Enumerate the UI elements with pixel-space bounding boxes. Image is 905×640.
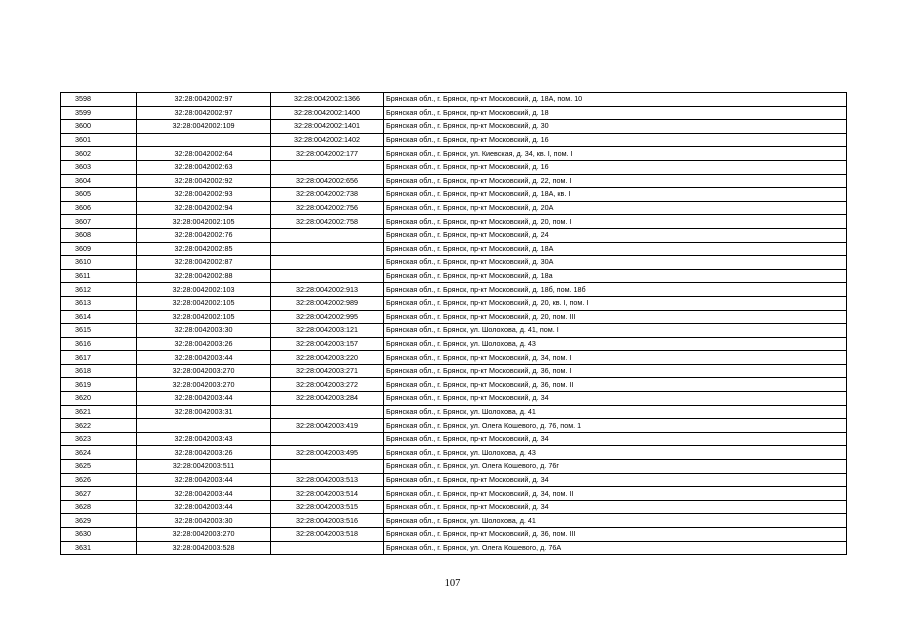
row-number-cell: 3620 bbox=[61, 392, 137, 406]
parcel-number-cell: 32:28:0042003:44 bbox=[137, 351, 271, 365]
address-cell: Брянская обл., г. Брянск, пр-кт Московский, д. 18А bbox=[384, 242, 847, 256]
address-cell: Брянская обл., г. Брянск, пр-кт Московский, д. 20, пом. III bbox=[384, 310, 847, 324]
table-row bbox=[61, 120, 847, 134]
row-number-cell: 3607 bbox=[61, 215, 137, 229]
address-cell: Брянская обл., г. Брянск, пр-кт Московский, д. 36, пом. I bbox=[384, 364, 847, 378]
object-number-cell: 32:28:0042003:220 bbox=[271, 351, 384, 365]
object-number-cell: 32:28:0042003:513 bbox=[271, 473, 384, 487]
row-number-cell: 3624 bbox=[61, 446, 137, 460]
table-row bbox=[61, 432, 847, 446]
parcel-number-cell: 32:28:0042003:511 bbox=[137, 460, 271, 474]
document-page bbox=[60, 92, 846, 555]
address-cell: Брянская обл., г. Брянск, пр-кт Московский, д. 36, пом. III bbox=[384, 528, 847, 542]
address-cell: Брянская обл., г. Брянск, пр-кт Московский, д. 18 bbox=[384, 106, 847, 120]
parcel-number-cell: 32:28:0042003:31 bbox=[137, 405, 271, 419]
address-cell: Брянская обл., г. Брянск, пр-кт Московский, д. 16 bbox=[384, 160, 847, 174]
table-row bbox=[61, 487, 847, 501]
parcel-number-cell: 32:28:0042003:270 bbox=[137, 378, 271, 392]
object-number-cell bbox=[271, 405, 384, 419]
table-row bbox=[61, 106, 847, 120]
address-cell: Брянская обл., г. Брянск, пр-кт Московский, д. 34, пом. I bbox=[384, 351, 847, 365]
row-number-cell: 3630 bbox=[61, 528, 137, 542]
table-row bbox=[61, 133, 847, 147]
parcel-number-cell: 32:28:0042002:88 bbox=[137, 269, 271, 283]
address-cell: Брянская обл., г. Брянск, пр-кт Московский, д. 20А bbox=[384, 201, 847, 215]
row-number-cell: 3609 bbox=[61, 242, 137, 256]
object-number-cell: 32:28:0042003:271 bbox=[271, 364, 384, 378]
parcel-number-cell: 32:28:0042002:105 bbox=[137, 215, 271, 229]
parcel-number-cell: 32:28:0042002:105 bbox=[137, 296, 271, 310]
object-number-cell bbox=[271, 160, 384, 174]
table-row bbox=[61, 514, 847, 528]
object-number-cell: 32:28:0042002:177 bbox=[271, 147, 384, 161]
row-number-cell: 3625 bbox=[61, 460, 137, 474]
address-cell: Брянская обл., г. Брянск, пр-кт Московский, д. 30А bbox=[384, 256, 847, 270]
object-number-cell bbox=[271, 256, 384, 270]
parcel-number-cell: 32:28:0042003:44 bbox=[137, 473, 271, 487]
object-number-cell bbox=[271, 228, 384, 242]
table-row bbox=[61, 283, 847, 297]
object-number-cell: 32:28:0042003:121 bbox=[271, 324, 384, 338]
object-number-cell bbox=[271, 242, 384, 256]
row-number-cell: 3605 bbox=[61, 188, 137, 202]
address-cell: Брянская обл., г. Брянск, пр-кт Московский, д. 36, пом. II bbox=[384, 378, 847, 392]
parcel-number-cell: 32:28:0042003:30 bbox=[137, 514, 271, 528]
address-cell: Брянская обл., г. Брянск, пр-кт Московский, д. 24 bbox=[384, 228, 847, 242]
table-row bbox=[61, 419, 847, 433]
table-row bbox=[61, 174, 847, 188]
address-cell: Брянская обл., г. Брянск, ул. Шолохова, д. 43 bbox=[384, 446, 847, 460]
object-number-cell bbox=[271, 460, 384, 474]
table-row bbox=[61, 324, 847, 338]
table-row bbox=[61, 460, 847, 474]
table-row bbox=[61, 473, 847, 487]
table-row bbox=[61, 188, 847, 202]
object-number-cell: 32:28:0042003:518 bbox=[271, 528, 384, 542]
table-row bbox=[61, 528, 847, 542]
parcel-number-cell: 32:28:0042003:44 bbox=[137, 500, 271, 514]
row-number-cell: 3621 bbox=[61, 405, 137, 419]
table-row bbox=[61, 228, 847, 242]
row-number-cell: 3602 bbox=[61, 147, 137, 161]
parcel-number-cell: 32:28:0042002:103 bbox=[137, 283, 271, 297]
parcel-number-cell: 32:28:0042002:93 bbox=[137, 188, 271, 202]
table-row bbox=[61, 392, 847, 406]
parcel-number-cell: 32:28:0042002:109 bbox=[137, 120, 271, 134]
object-number-cell: 32:28:0042003:157 bbox=[271, 337, 384, 351]
object-number-cell: 32:28:0042002:758 bbox=[271, 215, 384, 229]
object-number-cell: 32:28:0042003:272 bbox=[271, 378, 384, 392]
address-cell: Брянская обл., г. Брянск, ул. Олега Кошевого, д. 76, пом. 1 bbox=[384, 419, 847, 433]
address-cell: Брянская обл., г. Брянск, пр-кт Московский, д. 16 bbox=[384, 133, 847, 147]
object-number-cell: 32:28:0042003:516 bbox=[271, 514, 384, 528]
object-number-cell bbox=[271, 541, 384, 555]
object-number-cell: 32:28:0042003:419 bbox=[271, 419, 384, 433]
parcel-number-cell: 32:28:0042002:87 bbox=[137, 256, 271, 270]
row-number-cell: 3598 bbox=[61, 93, 137, 107]
parcel-number-cell: 32:28:0042002:105 bbox=[137, 310, 271, 324]
row-number-cell: 3627 bbox=[61, 487, 137, 501]
row-number-cell: 3613 bbox=[61, 296, 137, 310]
address-cell: Брянская обл., г. Брянск, пр-кт Московский, д. 30 bbox=[384, 120, 847, 134]
table-body bbox=[61, 93, 847, 555]
row-number-cell: 3615 bbox=[61, 324, 137, 338]
row-number-cell: 3601 bbox=[61, 133, 137, 147]
table-row bbox=[61, 378, 847, 392]
object-number-cell: 32:28:0042003:514 bbox=[271, 487, 384, 501]
table-row bbox=[61, 242, 847, 256]
table-row bbox=[61, 256, 847, 270]
address-cell: Брянская обл., г. Брянск, пр-кт Московский, д. 18б, пом. 18б bbox=[384, 283, 847, 297]
parcel-number-cell: 32:28:0042002:94 bbox=[137, 201, 271, 215]
row-number-cell: 3608 bbox=[61, 228, 137, 242]
table-row bbox=[61, 147, 847, 161]
table-row bbox=[61, 310, 847, 324]
row-number-cell: 3619 bbox=[61, 378, 137, 392]
address-cell: Брянская обл., г. Брянск, пр-кт Московский, д. 20, пом. I bbox=[384, 215, 847, 229]
address-cell: Брянская обл., г. Брянск, пр-кт Московский, д. 34 bbox=[384, 392, 847, 406]
page-number: 107 bbox=[444, 578, 461, 589]
row-number-cell: 3628 bbox=[61, 500, 137, 514]
row-number-cell: 3629 bbox=[61, 514, 137, 528]
parcel-number-cell bbox=[137, 419, 271, 433]
parcel-number-cell: 32:28:0042002:97 bbox=[137, 106, 271, 120]
address-cell: Брянская обл., г. Брянск, пр-кт Московский, д. 18а bbox=[384, 269, 847, 283]
parcel-number-cell: 32:28:0042002:63 bbox=[137, 160, 271, 174]
object-number-cell bbox=[271, 269, 384, 283]
table-row bbox=[61, 541, 847, 555]
object-number-cell: 32:28:0042003:495 bbox=[271, 446, 384, 460]
object-number-cell: 32:28:0042002:913 bbox=[271, 283, 384, 297]
object-number-cell bbox=[271, 432, 384, 446]
row-number-cell: 3616 bbox=[61, 337, 137, 351]
object-number-cell: 32:28:0042002:738 bbox=[271, 188, 384, 202]
parcel-number-cell bbox=[137, 133, 271, 147]
object-number-cell: 32:28:0042002:756 bbox=[271, 201, 384, 215]
address-cell: Брянская обл., г. Брянск, ул. Шолохова, д. 41 bbox=[384, 514, 847, 528]
parcel-number-cell: 32:28:0042002:76 bbox=[137, 228, 271, 242]
table-row bbox=[61, 446, 847, 460]
row-number-cell: 3599 bbox=[61, 106, 137, 120]
row-number-cell: 3614 bbox=[61, 310, 137, 324]
object-number-cell: 32:28:0042003:515 bbox=[271, 500, 384, 514]
row-number-cell: 3618 bbox=[61, 364, 137, 378]
address-cell: Брянская обл., г. Брянск, ул. Киевская, д. 34, кв. I, пом. I bbox=[384, 147, 847, 161]
address-cell: Брянская обл., г. Брянск, пр-кт Московский, д. 34 bbox=[384, 432, 847, 446]
row-number-cell: 3626 bbox=[61, 473, 137, 487]
row-number-cell: 3612 bbox=[61, 283, 137, 297]
parcel-number-cell: 32:28:0042003:43 bbox=[137, 432, 271, 446]
row-number-cell: 3606 bbox=[61, 201, 137, 215]
object-number-cell: 32:28:0042002:1402 bbox=[271, 133, 384, 147]
address-cell: Брянская обл., г. Брянск, пр-кт Московский, д. 34 bbox=[384, 473, 847, 487]
address-cell: Брянская обл., г. Брянск, пр-кт Московский, д. 34, пом. II bbox=[384, 487, 847, 501]
parcel-number-cell: 32:28:0042002:92 bbox=[137, 174, 271, 188]
row-number-cell: 3611 bbox=[61, 269, 137, 283]
object-number-cell: 32:28:0042002:1401 bbox=[271, 120, 384, 134]
property-table bbox=[60, 92, 847, 555]
parcel-number-cell: 32:28:0042003:44 bbox=[137, 487, 271, 501]
table-row bbox=[61, 215, 847, 229]
row-number-cell: 3631 bbox=[61, 541, 137, 555]
object-number-cell: 32:28:0042002:656 bbox=[271, 174, 384, 188]
parcel-number-cell: 32:28:0042003:30 bbox=[137, 324, 271, 338]
table-row bbox=[61, 296, 847, 310]
parcel-number-cell: 32:28:0042003:26 bbox=[137, 446, 271, 460]
table-row bbox=[61, 160, 847, 174]
address-cell: Брянская обл., г. Брянск, пр-кт Московский, д. 18А, кв. I bbox=[384, 188, 847, 202]
row-number-cell: 3623 bbox=[61, 432, 137, 446]
address-cell: Брянская обл., г. Брянск, пр-кт Московский, д. 20, кв. I, пом. I bbox=[384, 296, 847, 310]
table-row bbox=[61, 405, 847, 419]
table-row bbox=[61, 201, 847, 215]
table-row bbox=[61, 351, 847, 365]
address-cell: Брянская обл., г. Брянск, ул. Олега Кошевого, д. 76г bbox=[384, 460, 847, 474]
address-cell: Брянская обл., г. Брянск, пр-кт Московский, д. 34 bbox=[384, 500, 847, 514]
object-number-cell: 32:28:0042002:995 bbox=[271, 310, 384, 324]
row-number-cell: 3610 bbox=[61, 256, 137, 270]
address-cell: Брянская обл., г. Брянск, пр-кт Московский, д. 22, пом. I bbox=[384, 174, 847, 188]
table-row bbox=[61, 500, 847, 514]
row-number-cell: 3604 bbox=[61, 174, 137, 188]
address-cell: Брянская обл., г. Брянск, ул. Шолохова, д. 41 bbox=[384, 405, 847, 419]
table-row bbox=[61, 93, 847, 107]
parcel-number-cell: 32:28:0042003:528 bbox=[137, 541, 271, 555]
object-number-cell: 32:28:0042002:989 bbox=[271, 296, 384, 310]
row-number-cell: 3622 bbox=[61, 419, 137, 433]
table-row bbox=[61, 364, 847, 378]
parcel-number-cell: 32:28:0042003:270 bbox=[137, 528, 271, 542]
row-number-cell: 3617 bbox=[61, 351, 137, 365]
parcel-number-cell: 32:28:0042003:44 bbox=[137, 392, 271, 406]
table-row bbox=[61, 269, 847, 283]
object-number-cell: 32:28:0042002:1366 bbox=[271, 93, 384, 107]
table-row bbox=[61, 337, 847, 351]
address-cell: Брянская обл., г. Брянск, пр-кт Московский, д. 18А, пом. 10 bbox=[384, 93, 847, 107]
row-number-cell: 3600 bbox=[61, 120, 137, 134]
address-cell: Брянская обл., г. Брянск, ул. Шолохова, д. 43 bbox=[384, 337, 847, 351]
object-number-cell: 32:28:0042002:1400 bbox=[271, 106, 384, 120]
parcel-number-cell: 32:28:0042003:26 bbox=[137, 337, 271, 351]
parcel-number-cell: 32:28:0042002:64 bbox=[137, 147, 271, 161]
parcel-number-cell: 32:28:0042002:97 bbox=[137, 93, 271, 107]
address-cell: Брянская обл., г. Брянск, ул. Шолохова, д. 41, пом. I bbox=[384, 324, 847, 338]
object-number-cell: 32:28:0042003:284 bbox=[271, 392, 384, 406]
parcel-number-cell: 32:28:0042002:85 bbox=[137, 242, 271, 256]
row-number-cell: 3603 bbox=[61, 160, 137, 174]
address-cell: Брянская обл., г. Брянск, ул. Олега Кошевого, д. 76А bbox=[384, 541, 847, 555]
parcel-number-cell: 32:28:0042003:270 bbox=[137, 364, 271, 378]
